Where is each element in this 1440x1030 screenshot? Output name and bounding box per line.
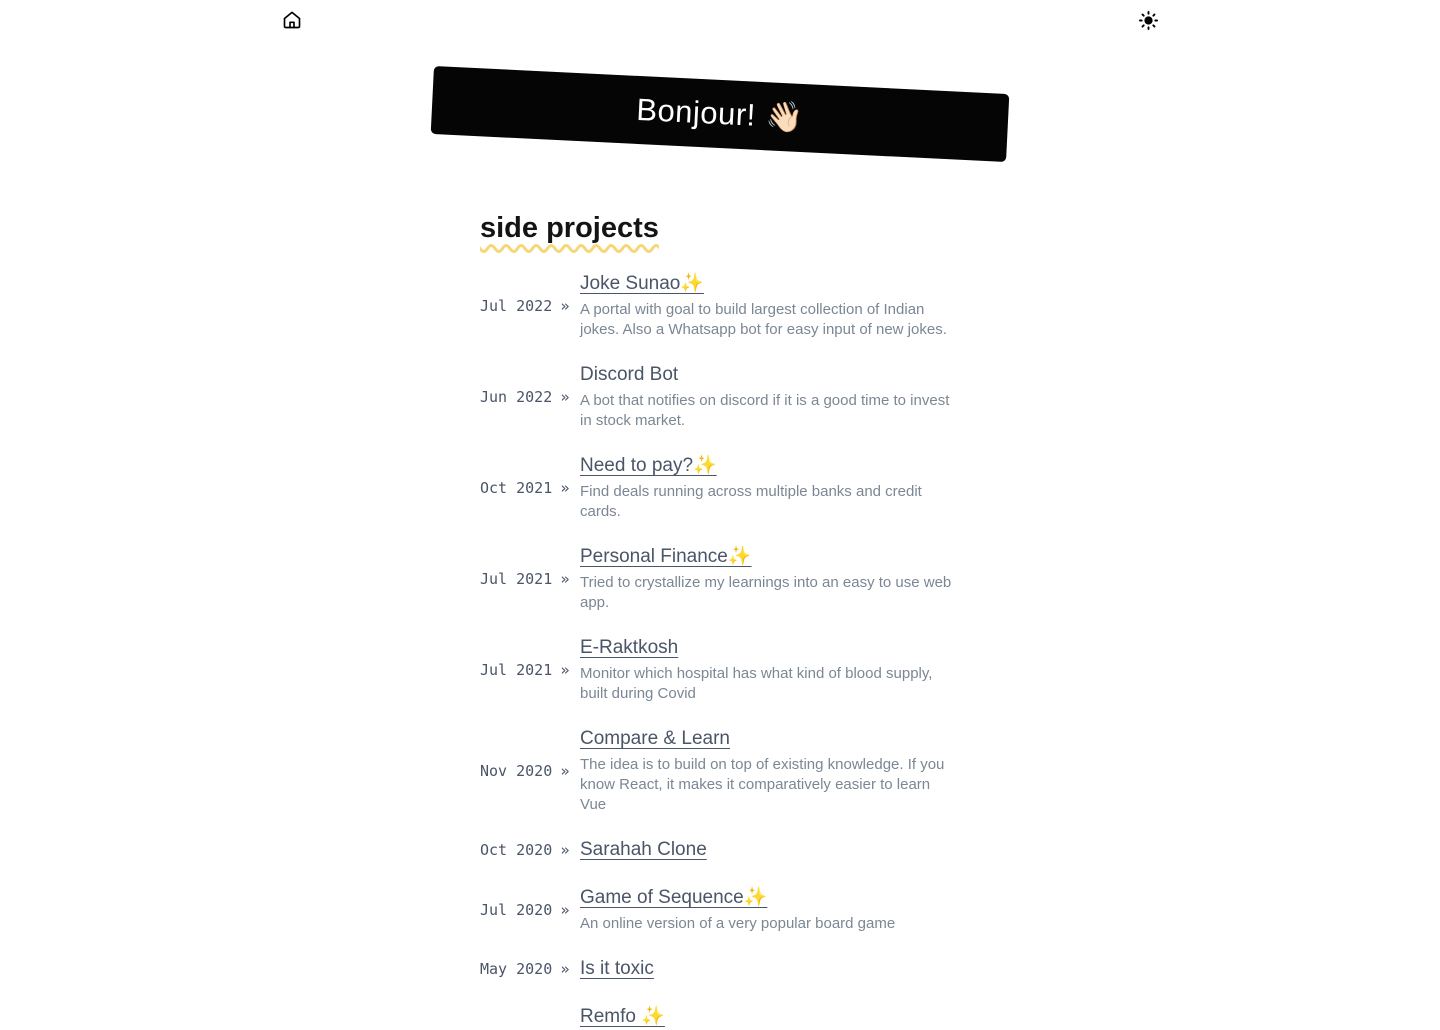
date-separator: » bbox=[560, 387, 570, 406]
project-content bbox=[580, 837, 960, 863]
page-title: side projects bbox=[480, 212, 659, 244]
project-title-link[interactable]: Is it toxic bbox=[580, 958, 654, 979]
project-date bbox=[480, 570, 580, 588]
project-date bbox=[480, 901, 580, 919]
date-separator: » bbox=[560, 660, 570, 679]
date-separator: » bbox=[560, 296, 570, 315]
project-description: A bot that notifies on discord if it is a good time to invest in stock market. bbox=[580, 392, 950, 429]
project-date-text: Jul 2021 bbox=[480, 569, 553, 588]
project-date-text: Oct 2021 bbox=[480, 478, 553, 497]
date-separator: » bbox=[560, 569, 570, 588]
project-date bbox=[480, 841, 580, 859]
project-title: Discord Bot bbox=[580, 364, 679, 385]
project-date bbox=[480, 762, 580, 780]
project-date bbox=[480, 297, 580, 315]
project-date bbox=[480, 661, 580, 679]
date-separator: » bbox=[560, 761, 570, 780]
greeting-text: Bonjour! bbox=[635, 91, 757, 133]
project-content bbox=[580, 726, 960, 815]
project-title-link[interactable]: Sarahah Clone bbox=[580, 839, 707, 860]
project-description: Find deals running across multiple banks and credit cards. bbox=[580, 483, 922, 520]
project-content bbox=[580, 956, 960, 982]
wave-emoji: 👋🏻 bbox=[764, 99, 805, 135]
date-separator: » bbox=[560, 900, 570, 919]
home-link[interactable] bbox=[282, 10, 302, 30]
project-title-link[interactable]: Need to pay?✨ bbox=[580, 455, 717, 476]
project-row bbox=[480, 726, 960, 815]
project-title-link[interactable]: Game of Sequence✨ bbox=[580, 887, 768, 908]
project-title-link[interactable]: Compare & Learn bbox=[580, 728, 730, 749]
project-content bbox=[580, 1004, 960, 1030]
project-title-link[interactable]: E-Raktkosh bbox=[580, 637, 679, 658]
project-row bbox=[480, 453, 960, 522]
project-title-link[interactable]: Joke Sunao✨ bbox=[580, 273, 705, 294]
greeting-banner bbox=[431, 66, 1010, 162]
project-description: An online version of a very popular board game bbox=[580, 915, 896, 932]
greeting-banner-wrap bbox=[0, 80, 1440, 148]
project-row bbox=[480, 635, 960, 704]
sun-icon bbox=[1139, 11, 1158, 30]
project-row bbox=[480, 544, 960, 613]
project-date bbox=[480, 388, 580, 406]
projects-list bbox=[480, 271, 960, 1030]
project-title-link[interactable]: Personal Finance✨ bbox=[580, 546, 752, 567]
project-date-text: Jul 2020 bbox=[480, 900, 553, 919]
project-description: Monitor which hospital has what kind of blood supply, built during Covid bbox=[580, 665, 933, 702]
project-date-text: Jun 2022 bbox=[480, 387, 553, 406]
project-row bbox=[480, 837, 960, 863]
main-content bbox=[480, 212, 960, 1030]
theme-toggle-button[interactable] bbox=[1139, 11, 1158, 30]
project-description: A portal with goal to build largest collection of Indian jokes. Also a Whatsapp bot for easy input of new jokes. bbox=[580, 301, 947, 338]
project-date bbox=[480, 960, 580, 978]
project-content bbox=[580, 544, 960, 613]
project-content bbox=[580, 635, 960, 704]
top-nav bbox=[282, 0, 1158, 30]
project-row bbox=[480, 956, 960, 982]
project-date-text: Jul 2021 bbox=[480, 660, 553, 679]
project-row bbox=[480, 885, 960, 934]
project-content bbox=[580, 885, 960, 934]
date-separator: » bbox=[560, 960, 570, 978]
project-row bbox=[480, 362, 960, 431]
project-date-text: Oct 2020 bbox=[480, 841, 553, 859]
project-description: The idea is to build on top of existing knowledge. If you know React, it makes it comparatively easier to learn Vue bbox=[580, 756, 945, 813]
project-date-text: Jul 2022 bbox=[480, 296, 553, 315]
project-description: Tried to crystallize my learnings into an easy to use web app. bbox=[580, 574, 952, 611]
project-title-link[interactable]: Remfo ✨ bbox=[580, 1006, 665, 1027]
project-date-text: Nov 2020 bbox=[480, 761, 553, 780]
home-icon bbox=[282, 10, 302, 30]
project-content bbox=[580, 362, 960, 431]
date-separator: » bbox=[560, 478, 570, 497]
project-content bbox=[580, 271, 960, 340]
project-date bbox=[480, 479, 580, 497]
project-row bbox=[480, 1004, 960, 1030]
project-content bbox=[580, 453, 960, 522]
project-row bbox=[480, 271, 960, 340]
project-date-text: May 2020 bbox=[480, 960, 553, 978]
date-separator: » bbox=[560, 841, 570, 859]
